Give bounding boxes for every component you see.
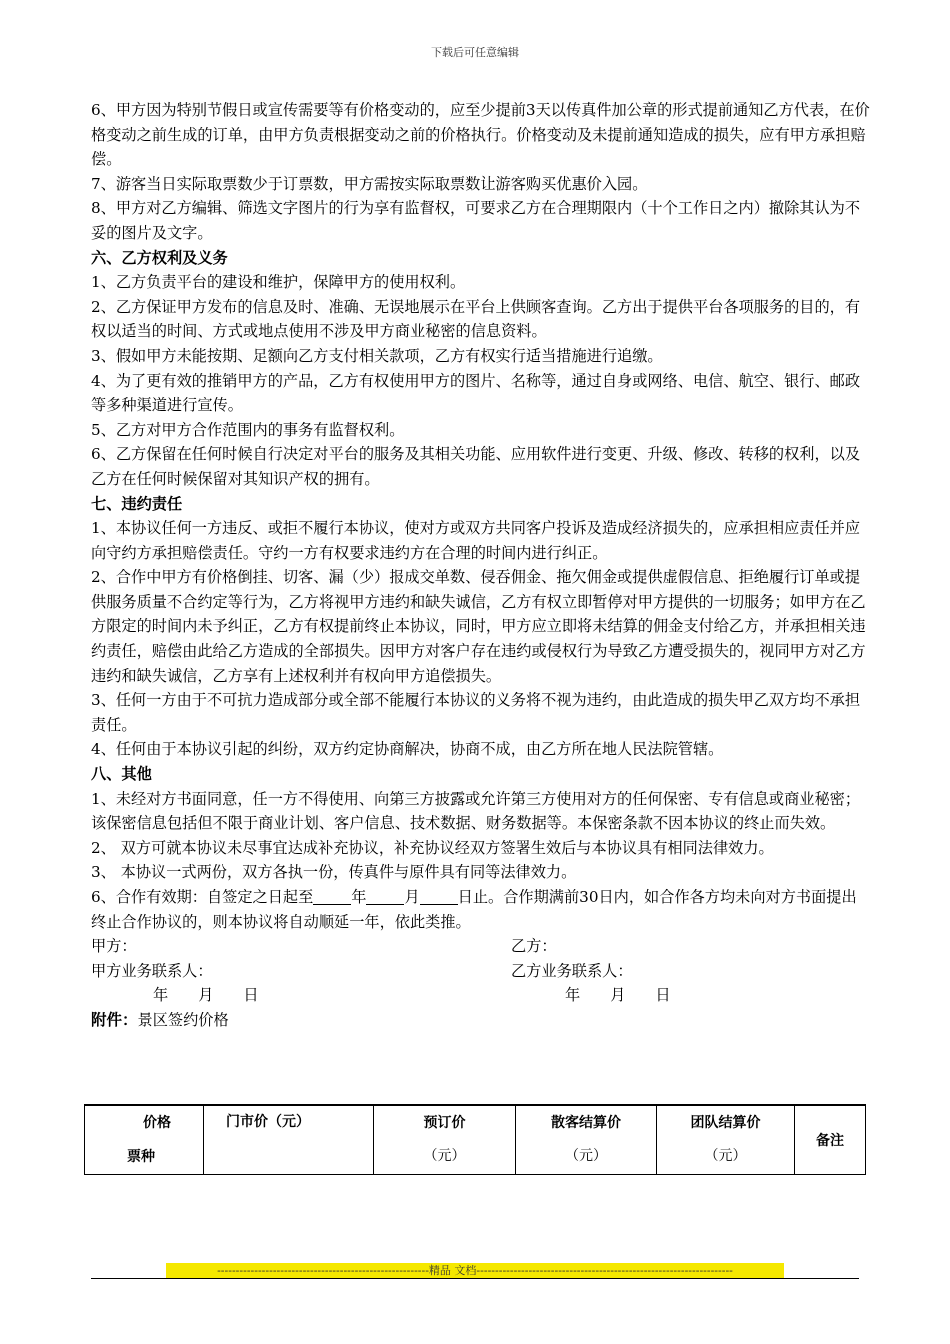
- header-note: 下载后可任意编辑: [431, 46, 519, 59]
- clause-5-8: 8、甲方对乙方编辑、筛选文字图片的行为享有监督权，可要求乙方在合理期限内（十个工作日之内）撤除其认为不妥的图片及文字。: [91, 199, 861, 242]
- clause-8-2: 2、 双方可就本协议未尽事宜达成补充协议，补充协议经双方签署生效后与本协议具有相同法律效力。: [91, 838, 774, 857]
- header-booking-price-l2: （元）: [423, 1148, 466, 1164]
- month-blank[interactable]: [366, 888, 404, 905]
- clause-7-4: 4、任何由于本协议引起的纠纷，双方约定协商解决，协商不成，由乙方所在地人民法院管辖。: [91, 740, 724, 759]
- section-6-title: 六、乙方权利及义务: [91, 248, 228, 267]
- clause-7-3: 3、任何一方由于不可抗力造成部分或全部不能履行本协议的义务将不视为违约，由此造成的损失甲乙双方均不承担责任。: [91, 691, 861, 734]
- header-group-settlement-l1: 团队结算价: [690, 1115, 761, 1131]
- attachment-label: 附件：: [91, 1010, 138, 1029]
- header-booking-price-l1: 预订价: [423, 1115, 466, 1131]
- clause-8-6: [91, 885, 871, 934]
- attachment-text: 景区签约价格: [137, 1010, 229, 1029]
- clause-6-4: 4、为了更有效的推销甲方的产品，乙方有权使用甲方的图片、名称等，通过自身或网络、电信、航空、银行、邮政等多种渠道进行宣传。: [91, 371, 861, 415]
- clause-8-3: 3、 本协议一式两份，双方各执一份，传真件与原件具有同等法律效力。: [91, 863, 577, 882]
- party-b-contact-label: 乙方业务联系人：: [511, 961, 633, 980]
- signature-row-parties: [91, 934, 871, 959]
- clause-6-1: 1、乙方负责平台的建设和维护，保障甲方的使用权利。: [91, 273, 466, 292]
- clause-7-2: 2、合作中甲方有价格倒挂、切客、漏（少）报成交单数、侵吞佣金、拖欠佣金或提供虚假信息、拒绝履行订单或提供服务质量不合约定等行为，乙方将视甲方违约和缺失诚信，乙方有权立即暂停对甲方提供的一切服务；如甲方在乙方限定的时间内未予纠正，乙方有权提前终止本协议，同时，甲方应立即将未结算的佣金支付给乙方，并承担相关违约责任，赔偿由此给乙方造成的全部损失。因甲方对客户存在违约或侵权行为导致乙方遭受损失的，视同甲方对乙方违约和缺失诚信，乙方享有上述权利并有权向甲方追偿损失。: [91, 568, 866, 685]
- header-individual-settlement-l2: （元）: [565, 1148, 607, 1164]
- date-month: 月: [198, 986, 214, 1005]
- price-table: [84, 1104, 866, 1175]
- term-suffix: 日止。合作期满前30日内，如合作各方均未向对方书面提出终止合作协议的，则本协议将自动顺延一年，依此类推。: [91, 888, 857, 931]
- header-booking-price: [374, 1105, 516, 1175]
- footer-note: ---------------------------------------------------------精品 文档---------------------------------------------------------------------: [166, 1263, 784, 1278]
- document-body: [91, 98, 871, 1033]
- header-retail-price: [204, 1105, 374, 1175]
- term-prefix: 6、合作有效期：自签定之日起至: [91, 888, 314, 906]
- party-b-label: 乙方：: [511, 937, 557, 956]
- header-ticket-type-label: 票种: [127, 1149, 155, 1165]
- header-remark: 备注: [795, 1105, 866, 1175]
- date-month: 月: [610, 986, 626, 1005]
- date-year: 年: [153, 986, 169, 1005]
- clause-7-1: 1、本协议任何一方违反、或拒不履行本协议，使对方或双方共同客户投诉及造成经济损失的，应承担相应责任并应向守约方承担赔偿责任。守约一方有权要求违约方在合理的时间内进行纠正。: [91, 519, 861, 562]
- clause-5-6: 6、甲方因为特别节假日或宣传需要等有价格变动的，应至少提前3天以传真件加公章的形式提前通知乙方代表，在价格变动之前生成的订单，由甲方负责根据变动之前的价格执行。价格变动及未提前通知造成的损失，应有甲方承担赔偿。: [91, 101, 870, 169]
- term-year: 年: [351, 888, 367, 906]
- term-month: 月: [404, 888, 420, 906]
- clause-5-7: 7、游客当日实际取票数少于订票数，甲方需按实际取票数让游客购买优惠价入园。: [91, 174, 648, 193]
- clause-8-1: 1、未经对方书面同意，任一方不得使用、向第三方披露或允许第三方使用对方的任何保密、专有信息或商业秘密；该保密信息包括但不限于商业计划、客户信息、技术数据、财务数据等。本保密条款不因本协议的终止而失效。: [91, 789, 861, 833]
- footer-divider: [91, 1278, 859, 1279]
- party-a-label: 甲方：: [91, 937, 137, 956]
- price-table-header-row: [85, 1105, 866, 1175]
- clause-6-5: 5、乙方对甲方合作范围内的事务有监督权利。: [91, 420, 405, 439]
- header-retail-price-label: 门市价（元）: [226, 1114, 310, 1130]
- signature-row-dates: [91, 983, 871, 1008]
- header-group-settlement: [657, 1105, 795, 1175]
- section-7-title: 七、违约责任: [91, 494, 183, 513]
- date-day: 日: [243, 986, 259, 1005]
- header-individual-settlement-l1: 散客结算价: [551, 1115, 621, 1131]
- clause-6-3: 3、假如甲方未能按期、足额向乙方支付相关款项，乙方有权实行适当措施进行追缴。: [91, 346, 663, 365]
- party-a-contact-label: 甲方业务联系人：: [91, 961, 213, 980]
- header-diagonal-cell: [85, 1105, 204, 1175]
- attachment-line: [91, 1008, 871, 1033]
- clause-6-6: 6、乙方保留在任何时候自行决定对平台的服务及其相关功能、应用软件进行变更、升级、修改、转移的权利，以及乙方在任何时候保留对其知识产权的拥有。: [91, 445, 861, 488]
- year-blank[interactable]: [313, 888, 351, 905]
- header-group-settlement-l2: （元）: [704, 1148, 747, 1164]
- section-8-title: 八、其他: [91, 765, 152, 784]
- date-day: 日: [655, 986, 671, 1005]
- header-individual-settlement: [516, 1105, 657, 1175]
- party-b-date: [511, 983, 871, 1008]
- date-year: 年: [565, 986, 581, 1005]
- signature-row-contacts: [91, 959, 871, 984]
- header-price-label: 价格: [143, 1115, 171, 1131]
- day-blank[interactable]: [420, 888, 458, 905]
- clause-6-2: 2、乙方保证甲方发布的信息及时、准确、无误地展示在平台上供顾客查询。乙方出于提供平台各项服务的目的，有权以适当的时间、方式或地点使用不涉及甲方商业秘密的信息资料。: [91, 297, 861, 341]
- party-a-date: [91, 983, 511, 1008]
